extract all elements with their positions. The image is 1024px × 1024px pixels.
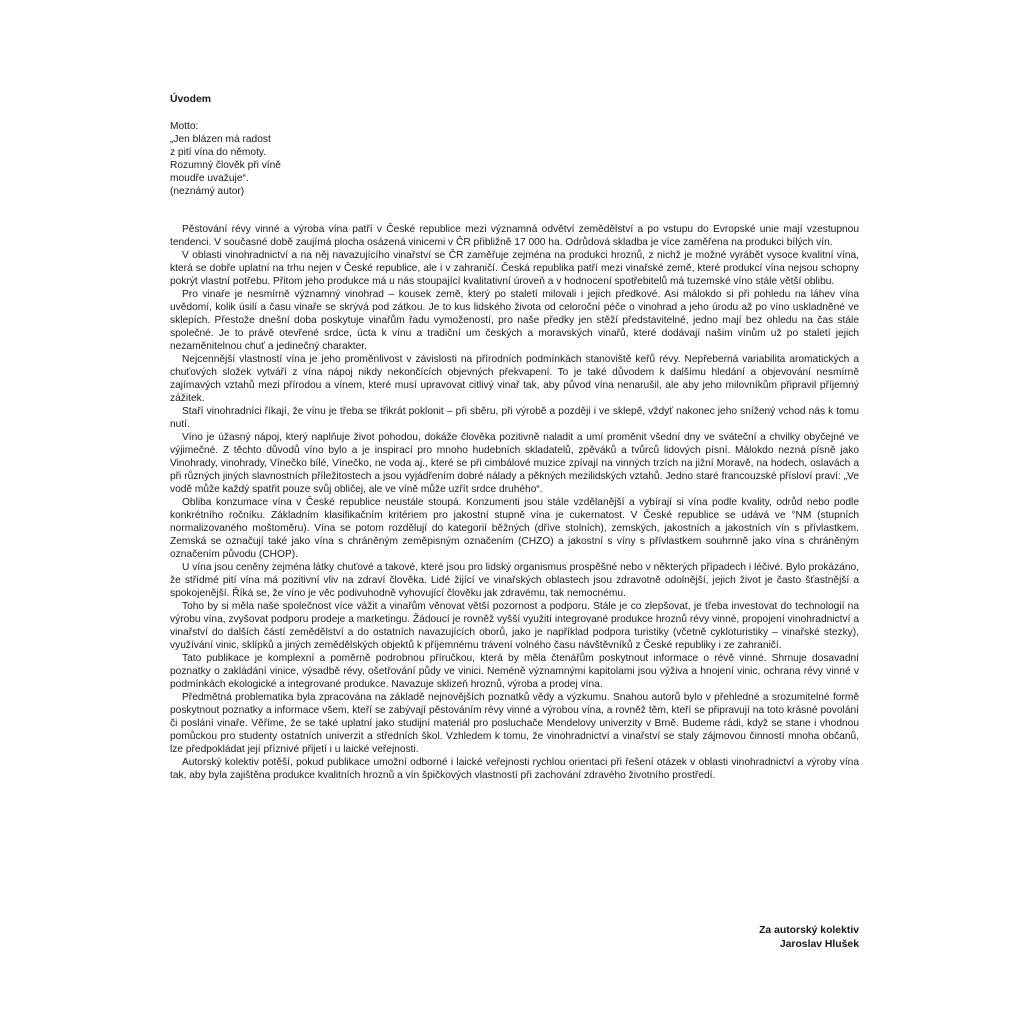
paragraph: Toho by si měla naše společnost více vážit a vinařům věnovat větší pozornost a podporu. Stále je co zlepšovat, je třeba investovat do technologií na výrobu vína, zvyšovat podporu prodeje a marketingu. Žádoucí je rovněž vyšší využití integrované produkce hroznů révy vinné, propojení vinohradnictví a vinařství do dalších částí zemědělství a do ostatních navazujících oborů, jako je například podpora turistiky (včetně cykloturistiky – vinařské stezky), využívání vinic, sklípků a jiných zemědělských objektů k příjemnému trávení volného času návštěvníků z České republiky i ze zahraničí. (170, 601, 859, 651)
motto-block (170, 120, 859, 198)
signature-collective: Za autorský kolektiv (759, 925, 859, 936)
paragraph: Autorský kolektiv potěší, pokud publikace umožní odborné i laické veřejnosti rychlou orientaci při řešení otázek v oblasti vinohradnictví a výroby vína tak, aby byla zajištěna produkce kvalitních hroznů a vín špičkových vlastností při zachování zdravého životního prostředí. (170, 757, 859, 781)
signature-author: Jaroslav Hlušek (779, 939, 859, 950)
paragraph: Pěstování révy vinné a výroba vína patří v České republice mezi významná odvětví zemědělství a po vstupu do Evropské unie mají vzestupnou tendenci. V současné době zaujímá plocha osázená vinicemi v ČR přibližně 17 000 ha. Odrůdová skladba je více zaměřena na produkci bílých vín. (170, 224, 859, 248)
paragraph: Předmětná problematika byla zpracována na základě nejnovějších poznatků vědy a výzkumu. Snahou autorů bylo v přehledné a srozumitelné formě poskytnout poznatky a informace všem, kteří se zabývají pěstováním révy vinné a výrobou vína, a rovněž těm, kteří se připravují na toto krásné povolání či poslání vinaře. Věříme, že se také uplatní jako studijní materiál pro posluchače Mendelovy univerzity v Brně. Budeme rádi, když se stane i vhodnou pomůckou pro studenty ostatních univerzit a středních škol. Vzhledem k tomu, že vinohradnictví a vinařství se staly zájmovou činností mnoha občanů, lze předpokládat její příznivé přijetí i u laické veřejnosti. (170, 692, 859, 755)
paragraph: U vína jsou ceněny zejména látky chuťové a takové, které jsou pro lidský organismus prospěšné nebo v některých případech i léčivé. Bylo prokázáno, že střídmé pití vína má pozitivní vliv na zdraví člověka. Lidé žijící ve vinařských oblastech jsou zdravotně odolnější, jejich život je často šťastnější a spokojenější. Říká se, že víno je věc podivuhodně vyhovující člověku jak zdravému, tak nemocnému. (170, 562, 859, 599)
page-title: Úvodem (170, 94, 211, 105)
paragraph: Nejcennější vlastností vína je jeho proměnlivost v závislosti na přírodních podmínkách stanoviště keřů révy. Nepřeberná variabilita aromatických a chuťových složek vytváří z vína nápoj nikdy nekončících objevných překvapení. To je také důvodem k dalšímu hledání a objevování nesmírně zajímavých vztahů mezi přírodou a vínem, které musí upravovat citlivý vinař tak, aby původ vína nenarušil, ale aby jeho milovníkům připravil příjemný zážitek. (170, 354, 859, 404)
paragraph: Staří vinohradníci říkají, že vínu je třeba se třikrát poklonit – při sběru, při výrobě a později i ve sklepě, vždyť nakonec jeho snížený vchod nás k tomu nutí. (170, 406, 859, 430)
paragraph: Pro vinaře je nesmírně významný vinohrad – kousek země, který po staletí milovali i jejich předkové. Asi málokdo si při pohledu na láhev vína uvědomí, kolik úsilí a času vinaře se skrývá pod zátkou. Je to kus lidského života od celoroční péče o vinohrad a jeho úrodu až po víno uskladněné ve sklepích. Přestože dnešní doba poskytuje vinařům řadu vymožeností, pro naše předky jen stěží představitelné, jedno mají bez ohledu na čas stále společné. Je to právě otevřené srdce, úcta k vínu a tradiční um českých a moravských vinařů, které dodávají našim vínům už po staletí jejich nezaměnitelnou chuť a jedinečný charakter. (170, 289, 859, 352)
document-content (170, 93, 859, 782)
motto-line: Rozumný člověk při víně (170, 160, 281, 171)
motto-label: Motto: (170, 121, 199, 132)
body-text (170, 223, 859, 782)
motto-line: z pití vína do němoty. (170, 147, 267, 158)
paragraph: Tato publikace je komplexní a poměrně podrobnou příručkou, která by měla čtenářům poskytnout informace o révě vinné. Shrnuje dosavadní poznatky o zakládání vinice, výsadbě révy, ošetřování půdy ve vinici. Neméně významnými kapitolami jsou výživa a hnojení vinic, ochrana révy vinné v podmínkách ekologické a integrované produkce. Navazuje sklizeň hroznů, výroba a prodej vína. (170, 653, 859, 690)
paragraph: V oblasti vinohradnictví a na něj navazujícího vinařství se ČR zaměřuje zejména na produkci hroznů, z nichž je možné vyrábět vysoce kvalitní vína, která se dobře uplatní na trhu nejen v České republice, ale i v zahraničí. Česká republika patří mezi vinařské země, které produkcí vína nejsou schopny pokrýt vlastní potřebu. Přitom jeho produkce má u nás stoupající kvalitativní úroveň a v hodnocení spotřebitelů má tuzemské víno stále větší oblibu. (170, 250, 859, 287)
motto-line: „Jen blázen má radost (170, 134, 271, 145)
paragraph: Víno je úžasný nápoj, který naplňuje život pohodou, dokáže člověka pozitivně naladit a umí proměnit všední dny ve sváteční a chvilky obyčejné ve výjimečné. Z těchto důvodů víno bylo a je inspirací pro mnoho hudebních skladatelů, zpěváků a tvůrců lidových písní. Málokdo nezná písně jako Vinohrady, vinohrady, Vínečko bílé, Vínečko, ne voda aj., které se při cimbálové muzice zpívají na vinných trzích na jižní Moravě, na hodech, oslavách a při různých jiných slavnostních příležitostech a jsou vyjádřením dobré nálady a pěkných mezilidských vztahů. Jedno staré francouzské přísloví praví: „Ve vodě může každý spatřit pouze svůj obličej, ale ve víně může uzřít srdce druhého“. (170, 432, 859, 495)
motto-line: moudře uvažuje“. (170, 173, 249, 184)
paragraph: Obliba konzumace vína v České republice neustále stoupá. Konzumenti jsou stále vzdělanější a vybírají si vína podle kvality, odrůd nebo podle konkrétního ročníku. Základním klasifikačním kritériem pro jakostní stupně vína je cukernatost. V České republice se udává ve °NM (stupních normalizovaného moštoměru). Vína se potom rozdělují do kategorií běžných (dříve stolních), zemských, jakostních a jakostních vín s přívlastkem. Zemská se označují také jako vína s chráněným zeměpisným označením (CHZO) a jakostní s víny s přívlastkem souhrnně jako vína s chráněným označením původu (CHOP). (170, 497, 859, 560)
motto-author: (neznámý autor) (170, 186, 245, 197)
signature-block (759, 924, 859, 952)
